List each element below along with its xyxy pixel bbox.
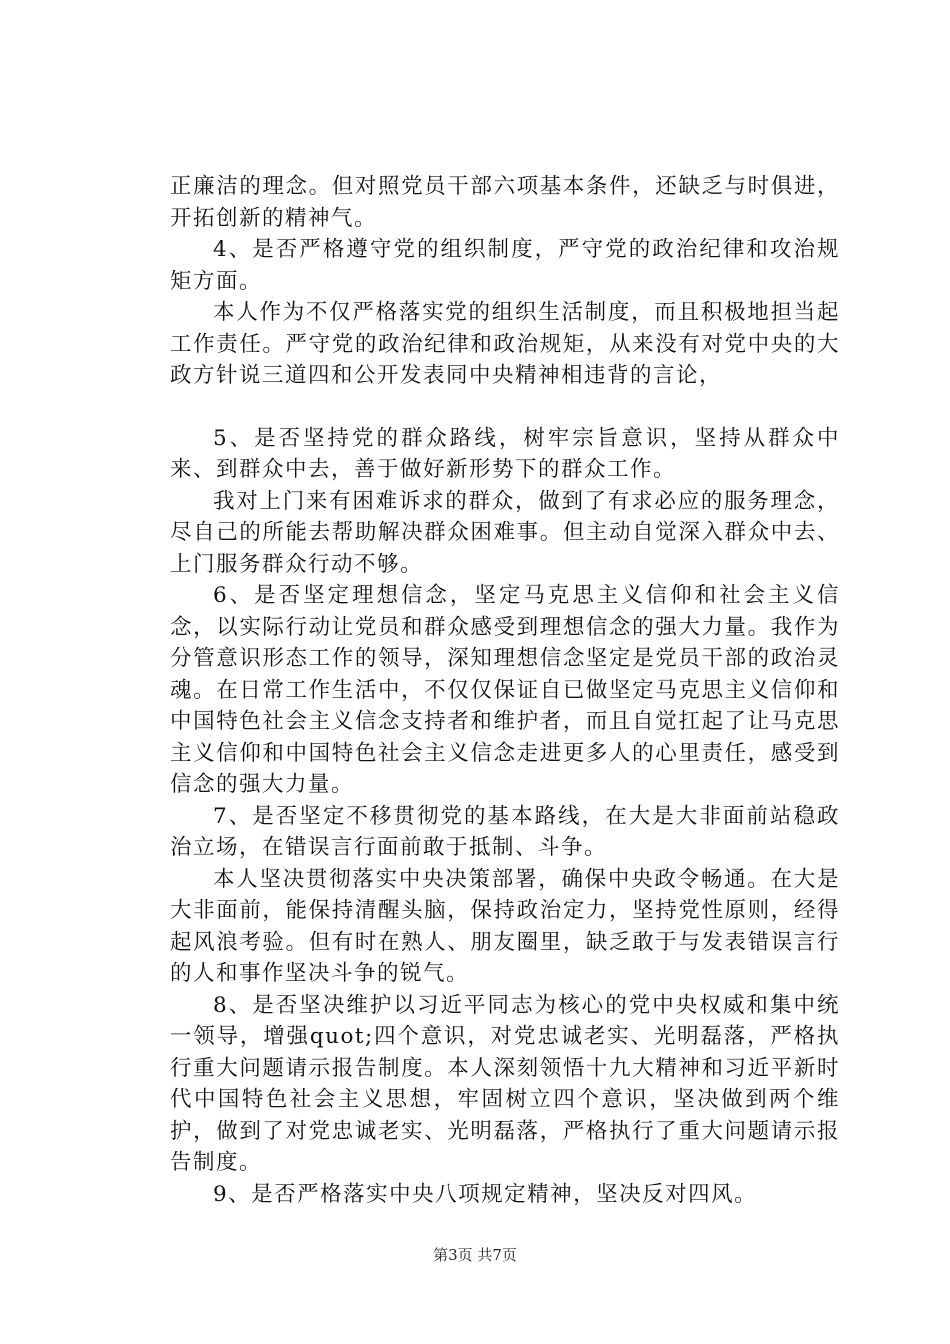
paragraph-item-9-heading: 9、是否严格落实中央八项规定精神，坚决反对四风。 [213, 1181, 758, 1207]
paragraph-continuation: 正廉洁的理念。但对照党员干部六项基本条件，还缺乏与时俱进，开拓创新的精神气。 [170, 174, 840, 231]
paragraph-item-4-heading: 4、是否严格遵守党的组织制度，严守党的政治纪律和攻治规矩方面。 [170, 237, 840, 294]
document-body [170, 171, 840, 1210]
paragraph-item-6: 6、是否坚定理想信念，坚定马克思主义信仰和社会主义信念，以实际行动让党员和群众感受到理想信念的强大力量。我作为分管意识形态工作的领导，深知理想信念坚定是党员干部的政治灵魂。在日常工作生活中，不仅仅保证自已做坚定马克思主义信仰和中国特色社会主义信念支持者和维护者，而且自觉扛起了让马克思主义信仰和中国特色社会主义信念走进更多人的心里责任，感受到信念的强大力量。 [170, 583, 840, 797]
paragraph-item-5-body: 我对上门来有困难诉求的群众，做到了有求必应的服务理念，尽自己的所能去帮助解决群众困难事。但主动自觉深入群众中去、上门服务群众行动不够。 [170, 488, 840, 577]
paragraph-gap [170, 392, 840, 423]
paragraph-item-4-body: 本人作为不仅严格落实党的组织生活制度，而且积极地担当起工作责任。严守党的政治纪律和政治规矩，从来没有对党中央的大政方针说三道四和公开发表同中央精神相违背的言论， [170, 300, 840, 388]
paragraph-item-7-heading: 7、是否坚定不移贯彻党的基本路线，在大是大非面前站稳政治立场，在错误言行面前敢于抵制、斗争。 [170, 803, 840, 860]
paragraph-item-7-body: 本人坚决贯彻落实中央决策部署，确保中央政令畅通。在大是大非面前，能保持清醒头脑，保持政治定力，坚持党性原则，经得起风浪考验。但有时在熟人、朋友圈里，缺乏敢于与发表错误言行的人和事作坚决斗争的锐气。 [170, 866, 840, 986]
paragraph-item-5-heading: 5、是否坚持党的群众路线，树牢宗旨意识，坚持从群众中来、到群众中去，善于做好新形势下的群众工作。 [170, 425, 840, 482]
page-number-footer: 第3页 共7页 [433, 1246, 517, 1264]
paragraph-item-8: 8、是否坚决维护以习近平同志为核心的党中央权威和集中统一领导，增强quot;四个意识，对党忠诚老实、光明磊落，严格执行重大问题请示报告制度。本人深刻领悟十九大精神和习近平新时代中国特色社会主义思想，牢固树立四个意识，坚决做到两个维护，做到了对党忠诚老实、光明磊落，严格执行了重大问题请示报告制度。 [170, 992, 840, 1175]
